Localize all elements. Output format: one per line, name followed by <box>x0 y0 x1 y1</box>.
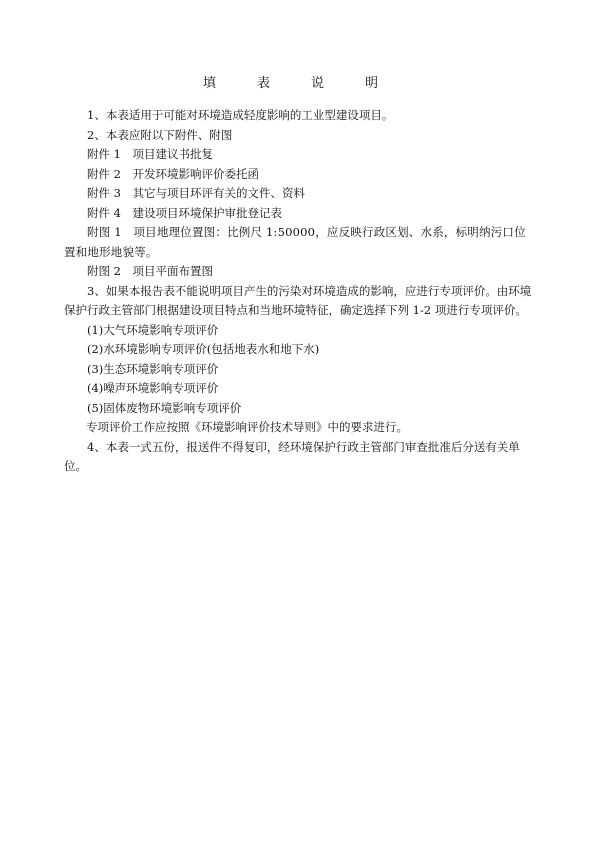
paragraph-assessment-guideline: 专项评价工作应按照《环境影响评价技术导则》中的要求进行。 <box>86 420 408 434</box>
paragraph-special-assessment: 3、如果本报告表不能说明项目产生的污染对环境造成的影响，应进行专项评价。由环境保护行政主管部门根据建设项目特点和当地环境特征，确定选择下列 1-2 项进行专项评价。 <box>64 283 532 317</box>
attachment-item: 附件 4 建设项目环境保护审批登记表 <box>87 205 282 220</box>
paragraph-attachments-intro: 2、本表应附以下附件、附图 <box>87 127 233 142</box>
attachment-item: 附件 2 开发环境影响评价委托函 <box>87 166 259 181</box>
attachment-item: 附件 1 项目建议书批复 <box>87 147 213 161</box>
figure-item: 附图 2 项目平面布置图 <box>87 264 213 278</box>
special-assessment-item: (1)大气环境影响专项评价 <box>87 322 219 337</box>
special-assessment-item: (2)水环境影响专项评价(包括地表水和地下水) <box>87 342 320 356</box>
instructions-body <box>64 106 532 477</box>
special-assessment-item: (4)噪声环境影响专项评价 <box>87 381 219 395</box>
attachment-item: 附件 3 其它与项目环评有关的文件、资料 <box>87 186 305 200</box>
paragraph-applicability: 1、本表适用于可能对环境造成轻度影响的工业型建设项目。 <box>87 108 394 122</box>
page-title: 填 表 说 明 <box>202 76 392 91</box>
paragraph-copies: 4、本表一式五份，报送件不得复印，经环境保护行政主管部门审查批准后分送有关单位。 <box>64 439 520 473</box>
special-assessment-item: (5)固体废物环境影响专项评价 <box>87 400 242 415</box>
figure-item: 附图 1 项目地理位置图：比例尺 1:50000，应反映行政区划、水系，标明纳污口位置和地形地貌等。 <box>64 225 526 259</box>
special-assessment-item: (3)生态环境影响专项评价 <box>87 361 219 376</box>
